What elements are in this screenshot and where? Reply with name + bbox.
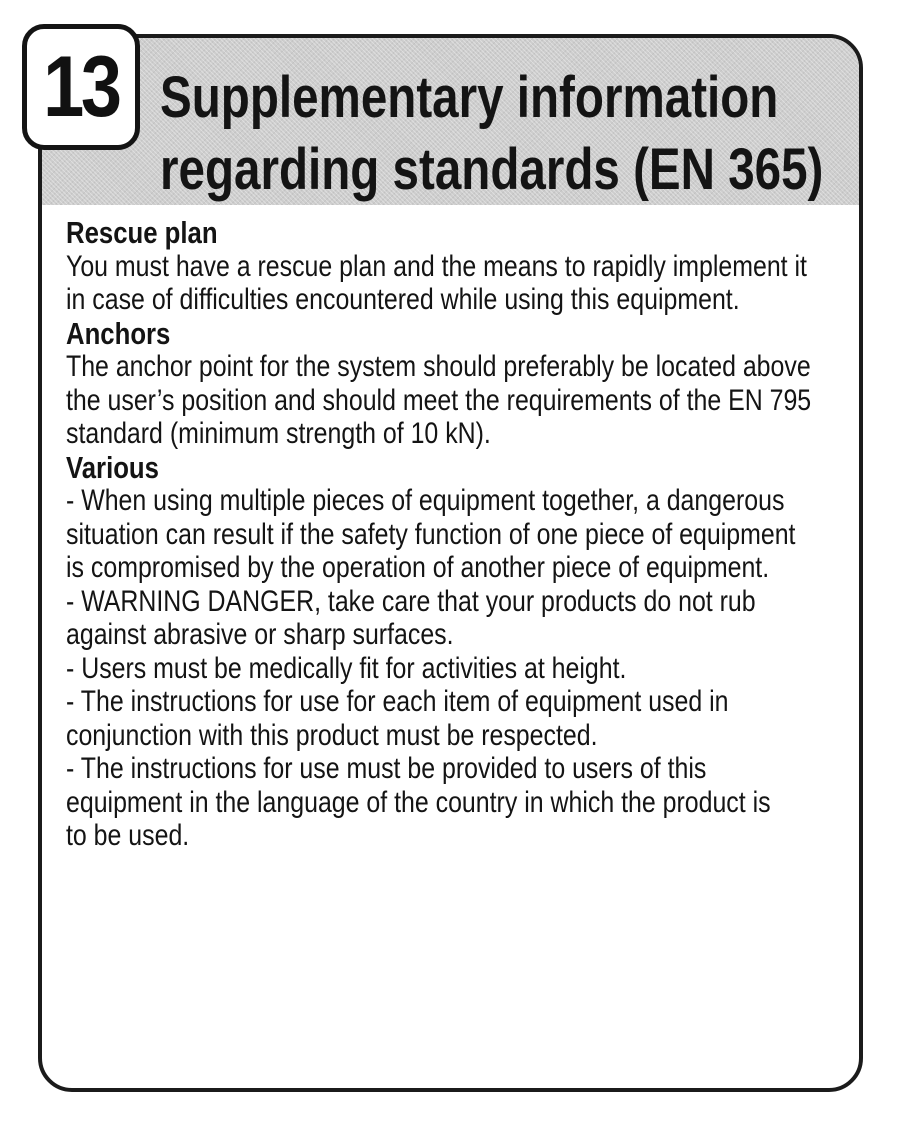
anchors-block [66,317,830,451]
text-line: The anchor point for the system should preferably be located above [66,350,811,383]
text-line: the user’s position and should meet the requirements of the EN 795 [66,383,812,417]
various-block [66,451,830,853]
text-line: in case of difficulties encountered while using this equipment. [66,283,740,316]
rescue-plan-text [66,250,830,317]
text-line: standard (minimum strength of 10 kN). [66,417,491,450]
rescue-plan-heading: Rescue plan [66,215,218,250]
text-line: - The instructions for use must be provided to users of this [66,752,707,785]
text-line: - The instructions for use for each item of equipment used in [66,685,729,718]
text-line: - When using multiple pieces of equipment together, a dangerous [66,484,785,517]
text-line: - WARNING DANGER, take care that your products do not rub [66,584,756,618]
rescue-plan-block [66,216,830,317]
anchors-text [66,350,830,451]
various-heading: Various [66,449,159,485]
text-line: You must have a rescue plan and the means to rapidly implement it [66,249,807,283]
section-title-line-2: regarding standards (EN 365) [160,137,824,202]
text-line: against abrasive or sharp surfaces. [66,618,454,651]
various-text [66,484,830,853]
text-line: - Users must be medically fit for activities at height. [66,651,627,685]
section-title-line-1: Supplementary information [160,65,779,130]
text-line: to be used. [66,819,190,852]
text-line: conjunction with this product must be respected. [66,718,598,752]
text-line: is compromised by the operation of another piece of equipment. [66,551,770,584]
text-line: situation can result if the safety function of one piece of equipment [66,517,796,551]
anchors-heading: Anchors [66,315,171,351]
section-number: 13 [43,39,119,135]
section-title [160,62,824,206]
section-body [66,216,826,853]
section-number-badge [22,24,140,150]
text-line: equipment in the language of the country in which the product is [66,785,771,819]
